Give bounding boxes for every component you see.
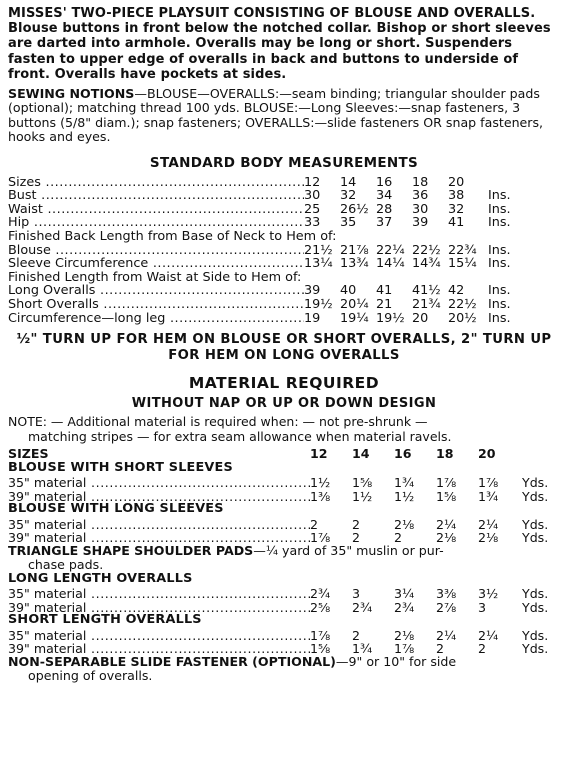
unit-label: Yds. [522,599,549,615]
cell-value: 21¾ [412,296,441,312]
unit-label: Yds. [522,475,549,491]
shoulder-pads-text: —¼ yard of 35" muslin or pur- [253,542,444,558]
cell-value: 15¼ [448,256,477,272]
size-header: 14 [352,445,370,461]
row-label: 35" material ..... [8,517,310,532]
cell-value: 20¼ [340,296,369,312]
measurements-table [8,175,560,325]
cell-value: 36 [412,188,429,204]
shoulder-pads-heading: TRIANGLE SHAPE SHOULDER PADS [8,542,254,558]
material-row [8,489,560,502]
back-length-subheading: Finished Back Length from Base of Neck to Hem of: [8,229,337,245]
cell-value: 2⅛ [394,516,415,532]
unit-label: Yds. [522,627,549,643]
cell-value: 22¼ [376,242,405,258]
cell-value: 13¾ [340,256,369,272]
cell-value: 41 [376,283,393,299]
section-heading: BLOUSE WITH LONG SLEEVES [8,501,224,517]
material-title: MATERIAL REQUIRED [188,374,380,393]
material-row [8,475,560,491]
sewing-notions [8,87,560,145]
shoulder-pads-text-cont: chase pads. [28,556,104,572]
cell-value: 34 [376,188,393,204]
cell-value: 1⅞ [394,641,415,657]
slide-fastener-text-cont: opening of overalls. [28,667,153,683]
cell-value: 1⅝ [352,475,373,491]
material-row [8,628,560,641]
measurement-row [8,215,560,229]
cell-value: 1⅜ [310,488,331,504]
cell-value: 1⅞ [310,627,331,643]
row-label: 35" material ..... [8,475,310,490]
measurement-row [8,283,560,297]
cell-value: 1⅞ [478,475,499,491]
cell-value: 2⅞ [436,599,457,615]
cell-value: 2⅛ [478,530,499,546]
row-label: Bust ..... [8,188,304,203]
row-label: Sizes ..... [8,175,304,190]
sizes-header-row [8,446,560,461]
side-length-subheading: Finished Length from Waist at Side to Hem of: [8,269,302,285]
cell-value: 21½ [304,242,333,258]
cell-value: 32 [340,188,357,204]
sizes-label: SIZES [8,445,49,461]
shoulder-pads-line [8,544,560,572]
cell-value: 41½ [412,283,441,299]
slide-fastener-heading: NON-SEPARABLE SLIDE FASTENER (OPTIONAL) [8,653,336,669]
cell-value: 40 [340,283,357,299]
measurement-row [8,297,560,311]
cell-value: 39 [304,283,321,299]
row-label: Sleeve Circumference ..... [8,256,304,271]
section-heading: BLOUSE WITH SHORT SLEEVES [8,459,233,475]
cell-value: 2 [352,627,361,643]
cell-value: 2 [478,641,487,657]
cell-value: 1¾ [394,475,415,491]
cell-value: 20 [448,174,465,190]
row-label: Hip ..... [8,215,304,230]
size-header: 16 [394,445,412,461]
cell-value: 30 [412,201,429,217]
cell-value: 2 [352,516,361,532]
cell-value: 1½ [394,488,415,504]
size-header: 12 [310,445,328,461]
cell-value: 1⅞ [310,530,331,546]
cell-value: 26½ [340,201,369,217]
cell-value: 33 [304,215,321,231]
cell-value: 2⅛ [436,530,457,546]
measurement-row [8,175,560,189]
cell-value: 14 [340,174,357,190]
cell-value: 2⅝ [310,599,331,615]
cell-value: 1¾ [352,641,373,657]
cell-value: 1⅝ [310,641,331,657]
cell-value: 1⅝ [436,488,457,504]
material-row [8,586,560,602]
cell-value: 39 [412,215,429,231]
cell-value: 30 [304,188,321,204]
cell-value: 42 [448,283,465,299]
cell-value: 3½ [478,586,499,602]
cell-value: 2¾ [310,586,331,602]
slide-fastener-line [8,655,560,683]
cell-value: 19½ [304,296,333,312]
unit-label: Ins. [488,256,511,272]
cell-value: 22¾ [448,242,477,258]
row-label: 39" material ..... [8,489,310,504]
cell-value: 3 [478,599,487,615]
unit-label: Ins. [488,242,511,258]
cell-value: 18 [412,174,429,190]
cell-value: 25 [304,201,321,217]
sewing-notions-heading: SEWING NOTIONS [8,86,135,102]
cell-value: 2¼ [478,627,499,643]
section-heading: SHORT LENGTH OVERALLS [8,612,202,628]
cell-value: 2 [352,530,361,546]
unit-label: Ins. [488,188,511,204]
unit-label: Yds. [522,488,549,504]
material-row [8,600,560,613]
cell-value: 41 [448,215,465,231]
note-line-2: matching stripes — for extra seam allowance when material ravels. [28,428,452,444]
cell-value: 20½ [448,310,477,326]
cell-value: 3 [352,586,361,602]
cell-value: 22½ [448,296,477,312]
cell-value: 37 [376,215,393,231]
cell-value: 2¾ [394,599,415,615]
cell-value: 1¾ [478,488,499,504]
size-header: 18 [436,445,454,461]
row-label: 35" material ..... [8,586,310,601]
blouse-sections [8,461,560,544]
cell-value: 21 [376,296,393,312]
unit-label: Ins. [488,296,511,312]
cell-value: 13¼ [304,256,333,272]
cell-value: 22½ [412,242,441,258]
row-label: 39" material ..... [8,600,310,615]
material-row [8,641,560,657]
cell-value: 19 [304,310,321,326]
row-label: 39" material ..... [8,530,310,545]
cell-value: 1½ [352,488,373,504]
cell-value: 16 [376,174,393,190]
row-label: 35" material ..... [8,628,310,643]
cell-value: 2¾ [352,599,373,615]
cell-value: 2 [310,516,319,532]
unit-label: Ins. [488,283,511,299]
row-label: Blouse ..... [8,243,304,258]
cell-value: 2¼ [478,516,499,532]
description-paragraph: MISSES' TWO-PIECE PLAYSUIT CONSISTING OF BLOUSE AND OVERALLS. Blouse buttons in front below the notched collar. Bishop or short sleeves are darted into armhole. Overalls may be long or short. Suspenders fasten to upper edge of overalls in back and buttons to underside of front. Overalls have pockets at sides. [8,6,551,82]
cell-value: 3¼ [394,586,415,602]
unit-label: Yds. [522,641,549,657]
back-length-rows [8,243,560,270]
material-note [8,415,560,444]
cell-value: 14¼ [376,256,405,272]
cell-value: 28 [376,201,393,217]
cell-value: 12 [304,174,321,190]
unit-label: Ins. [488,215,511,231]
cell-value: 14¾ [412,256,441,272]
cell-value: 19½ [376,310,405,326]
cell-value: 2¼ [436,516,457,532]
material-row [8,517,560,530]
measurement-row [8,311,560,325]
cell-value: 2⅛ [394,627,415,643]
material-subtitle: WITHOUT NAP OR UP OR DOWN DESIGN [131,396,437,412]
note-line-1: NOTE: — Additional material is required when: — not pre-shrunk — [8,414,428,430]
cell-value: 2 [394,530,403,546]
measurement-row [8,202,560,216]
material-table [8,446,560,683]
unit-label: Ins. [488,201,511,217]
size-header: 20 [478,445,496,461]
material-row [8,530,560,546]
row-label: Circumference—long leg ..... [8,311,304,326]
cell-value: 1⅞ [436,475,457,491]
cell-value: 3⅜ [436,586,457,602]
unit-label: Yds. [522,530,549,546]
cell-value: 35 [340,215,357,231]
cell-value: 2¼ [436,627,457,643]
cell-value: 38 [448,188,465,204]
sewing-notions-text: —BLOUSE—OVERALLS:—seam binding; triangular shoulder pads (optional); matching thread 100 yds. BLOUSE:—Long Sleeves:—snap fasteners, 3 buttons (5/8" diam.); snap fasteners; OVERALLS:—slide fasteners OR snap fasteners, hooks and eyes. [8,86,544,145]
overalls-sections [8,572,560,655]
cell-value: 1½ [310,475,331,491]
unit-label: Yds. [522,516,549,532]
slide-fastener-text: —9" or 10" for side [335,653,457,669]
cell-value: 21⅞ [340,242,369,258]
row-label: Long Overalls ..... [8,283,304,298]
cell-value: 19¼ [340,310,369,326]
row-label: Short Overalls ..... [8,297,304,312]
unit-label: Yds. [522,586,549,602]
hem-note: ½" TURN UP FOR HEM ON BLOUSE OR SHORT OVERALLS, 2" TURN UP FOR HEM ON LONG OVERALLS [16,332,552,364]
measurements-rows [8,175,560,229]
cell-value: 2 [436,641,445,657]
measurement-row [8,256,560,270]
unit-label: Ins. [488,310,511,326]
measurement-row [8,188,560,202]
row-label: 39" material ..... [8,641,310,656]
row-label: Waist ..... [8,202,304,217]
measurements-title: STANDARD BODY MEASUREMENTS [149,154,419,171]
section-heading: LONG LENGTH OVERALLS [8,570,193,586]
pattern-sheet [8,6,560,683]
measurement-row [8,243,560,257]
side-length-rows [8,283,560,324]
cell-value: 20 [412,310,429,326]
cell-value: 32 [448,201,465,217]
